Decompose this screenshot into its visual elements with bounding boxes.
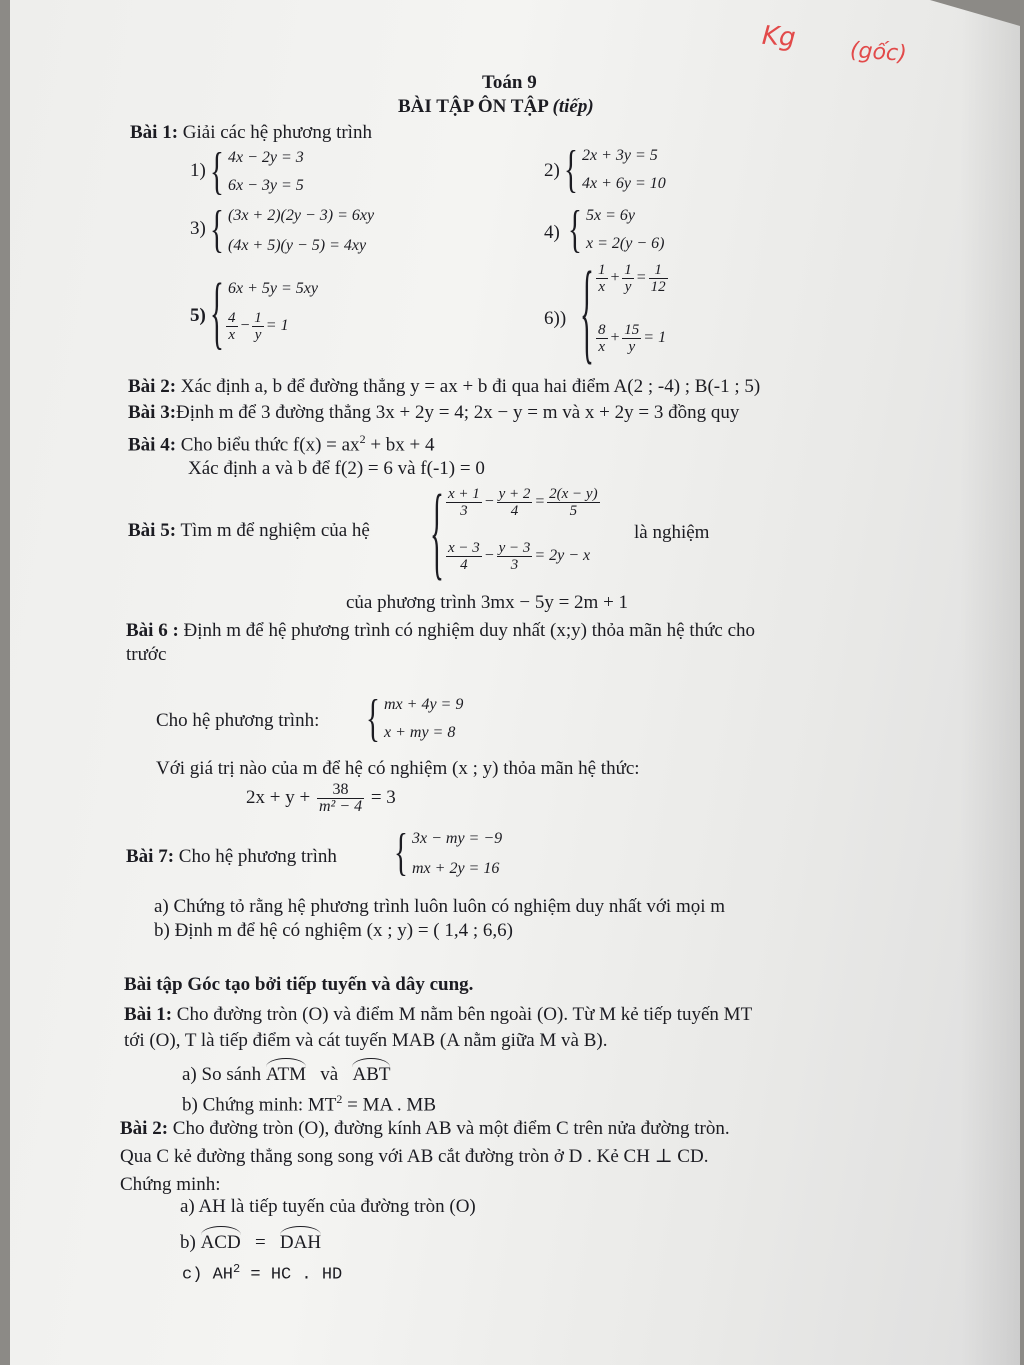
exercise-4-text: Cho biểu thức f(x) = ax xyxy=(180,434,360,456)
geometry-2-part-a: a) AH là tiếp tuyến của đường tròn (O) xyxy=(180,1196,476,1217)
system-1-eq2: 6x − 3y = 5 xyxy=(228,177,304,194)
system-4: { 5x = 6y x = 2(y − 6) xyxy=(568,199,665,258)
geometry-2-text: Cho đường tròn (O), đường kính AB và một điểm C trên nửa đường tròn. xyxy=(172,1118,730,1139)
exercise-1-label: Bài 1: xyxy=(130,122,179,143)
exercise-3-text: Định m để 3 đường thẳng 3x + 2y = 4; 2x − y = m và x + 2y = 3 đồng quy xyxy=(176,402,740,423)
system-1: { 4x − 2y = 3 6x − 3y = 5 xyxy=(210,141,304,200)
exercise-6-text: Định m để hệ phương trình có nghiệm duy nhất (x;y) thỏa mãn hệ thức cho xyxy=(183,620,756,641)
exercise-6-question: Với giá trị nào của m để hệ có nghiệm (x ; y) thỏa mãn hệ thức: xyxy=(156,758,640,779)
exercise-4: Bài 4: Cho biểu thức $f(x) = ax^2$ + bx + 4 xyxy=(128,432,435,456)
geometry-2 xyxy=(120,1118,730,1140)
exercise-5-label: Bài 5: xyxy=(128,520,177,541)
system-2-eq2: 4x + 6y = 10 xyxy=(582,175,666,192)
geometry-2-part-b: b) ACD = DAH xyxy=(180,1232,322,1253)
exercise-6-system: { mx + 4y = 9 x + my = 8 xyxy=(366,688,464,747)
geometry-1-text: Cho đường tròn (O) và điểm M nằm bên ngoài (O). Từ M kẻ tiếp tuyến MT xyxy=(176,1004,753,1025)
system-5-eq1: 6x + 5y = 5xy xyxy=(228,280,318,297)
exercise-2-label: Bài 2: xyxy=(128,376,177,397)
handwritten-note-right: (gốc) xyxy=(849,38,908,67)
geometry-2-label: Bài 2: xyxy=(120,1118,169,1139)
system-2: { 2x + 3y = 5 4x + 6y = 10 xyxy=(564,139,666,198)
exercise-1-text: Giải các hệ phương trình xyxy=(182,122,372,143)
exercise-5-after: là nghiệm xyxy=(634,522,710,543)
exercise-5-system: { $\frac{x + 1}{3}$ − $\frac{y + 2}{4}$ = $\frac{2(x - y)}{5}$ $\frac{x - 3}{4}$ − $\frac{y - 3}{3}$ = 2y − x xyxy=(430,480,630,590)
angle-abt: ABT xyxy=(352,1064,391,1085)
handwritten-note-left: Kg xyxy=(760,20,797,54)
geometry-1-part-b: b) Chứng minh: $MT^2$ = MA . MB xyxy=(182,1092,436,1116)
exercise-2 xyxy=(128,376,760,398)
system-6-number: 6)) xyxy=(544,308,567,329)
geometry-2-text2: Qua C kẻ đường thẳng song song với AB cắt đường tròn ở D . Kẻ CH ⊥ CD. xyxy=(120,1146,709,1167)
system-2-eq1: 2x + 3y = 5 xyxy=(582,147,658,164)
system-5-number: 5) xyxy=(190,305,206,326)
exercise-7-part-a: a) Chứng tỏ rằng hệ phương trình luôn luôn có nghiệm duy nhất với mọi m xyxy=(154,896,726,917)
exercise-6-eq2: x + my = 8 xyxy=(384,724,456,741)
exercise-2-text: Xác định a, b để đường thẳng y = ax + b đi qua hai điểm A(2 ; -4) ; B(-1 ; 5) xyxy=(180,376,761,397)
exercise-7-eq1: 3x − my = −9 xyxy=(412,830,503,847)
exercise-7-system: { 3x − my = −9 mx + 2y = 16 xyxy=(394,822,503,881)
exercise-7-part-b: b) Định m để hệ có nghiệm (x ; y) = ( 1,4 ; 6,6) xyxy=(154,920,513,941)
exercise-5-line2: của phương trình 3mx − 5y = 2m + 1 xyxy=(346,592,629,613)
angle-atm: ATM xyxy=(265,1064,307,1085)
title-sub: (tiếp) xyxy=(552,96,594,117)
exercise-5-eq1: $\frac{x + 1}{3}$ − $\frac{y + 2}{4}$ = $\frac{2(x - y)}{5}$ xyxy=(448,486,598,519)
system-4-eq2: x = 2(y − 6) xyxy=(586,235,665,252)
system-2-number: 2) xyxy=(544,160,560,181)
exercise-7-label: Bài 7: xyxy=(126,846,175,867)
geometry-1-text2: tới (O), T là tiếp điểm và cát tuyến MAB (A nằm giữa M và B). xyxy=(124,1030,608,1051)
system-3: { (3x + 2)(2y − 3) = 6xy (4x + 5)(y − 5) = 4xy xyxy=(210,199,375,258)
exercise-4-text-end: + bx + 4 xyxy=(365,434,435,456)
exercise-6-system-label: Cho hệ phương trình: xyxy=(156,710,320,731)
page-title xyxy=(398,96,594,118)
exercise-5-text: Tìm m để nghiệm của hệ xyxy=(180,520,370,541)
exercise-6-label: Bài 6 : xyxy=(126,620,179,641)
geometry-1-label: Bài 1: xyxy=(124,1004,173,1025)
exercise-3-label: Bài 3: xyxy=(128,402,177,423)
subject-title: Toán 9 xyxy=(482,72,537,93)
exercise-5 xyxy=(128,520,370,542)
title-main: BÀI TẬP ÔN TẬP xyxy=(398,96,548,117)
exercise-7-eq2: mx + 2y = 16 xyxy=(412,860,500,877)
angle-dah: DAH xyxy=(279,1232,322,1253)
system-3-eq1: (3x + 2)(2y − 3) = 6xy xyxy=(228,207,375,224)
system-3-number: 3) xyxy=(190,218,206,239)
system-4-eq1: 5x = 6y xyxy=(586,207,635,224)
exercise-4-line2: Xác định a và b để f(2) = 6 và f(-1) = 0 xyxy=(188,458,485,479)
system-5: { 6x + 5y = 5xy $\frac{4}{x}$ − $\frac{1}{y}$ = 1 xyxy=(210,266,318,358)
exercise-4-label: Bài 4: xyxy=(128,434,177,456)
system-3-eq2: (4x + 5)(y − 5) = 4xy xyxy=(228,237,367,254)
page-corner xyxy=(930,0,1020,26)
worksheet-page xyxy=(10,0,1020,1365)
exercise-6-eq1: mx + 4y = 9 xyxy=(384,696,464,713)
exercise-6-text2: trước xyxy=(126,644,167,665)
angle-acd: ACD xyxy=(200,1232,241,1253)
exercise-6-equation: 2x + y + $\frac{38}{\text{m² − 4}}$ = 3 xyxy=(246,781,396,815)
system-6-eq2: $\frac{8}{x}$ + $\frac{15}{y}$ = 1 xyxy=(598,322,667,355)
geometry-2-text3: Chứng minh: xyxy=(120,1174,221,1195)
exercise-5-eq2: $\frac{x - 3}{4}$ − $\frac{y - 3}{3}$ = 2y − x xyxy=(448,540,591,573)
exercise-3 xyxy=(128,402,739,424)
page-shadow xyxy=(960,0,1020,1365)
exercise-1-heading xyxy=(130,122,372,144)
exercise-7 xyxy=(126,846,337,868)
exercise-7-text: Cho hệ phương trình xyxy=(178,846,337,867)
system-5-eq2: $\frac{4}{x}$ − $\frac{1}{y}$ = 1 xyxy=(228,310,289,343)
system-4-number: 4) xyxy=(544,222,560,243)
geometry-2-part-c: c) $AH^2$ = HC . HD xyxy=(182,1262,343,1285)
geometry-1-part-a: a) So sánh ATM và ABT xyxy=(182,1064,391,1085)
system-6-eq1: $\frac{1}{x}$ + $\frac{1}{y}$ = $\frac{1}{12}$ xyxy=(598,262,666,295)
exercise-6 xyxy=(126,620,755,642)
section-heading: Bài tập Góc tạo bởi tiếp tuyến và dây cung. xyxy=(124,974,474,995)
system-6: { $\frac{1}{x}$ + $\frac{1}{y}$ = $\frac{1}{12}$ $\frac{8}{x}$ + $\frac{15}{y}$ = 1 xyxy=(580,256,780,376)
geometry-1 xyxy=(124,1004,752,1026)
system-1-eq1: 4x − 2y = 3 xyxy=(228,149,304,166)
system-1-number: 1) xyxy=(190,160,206,181)
